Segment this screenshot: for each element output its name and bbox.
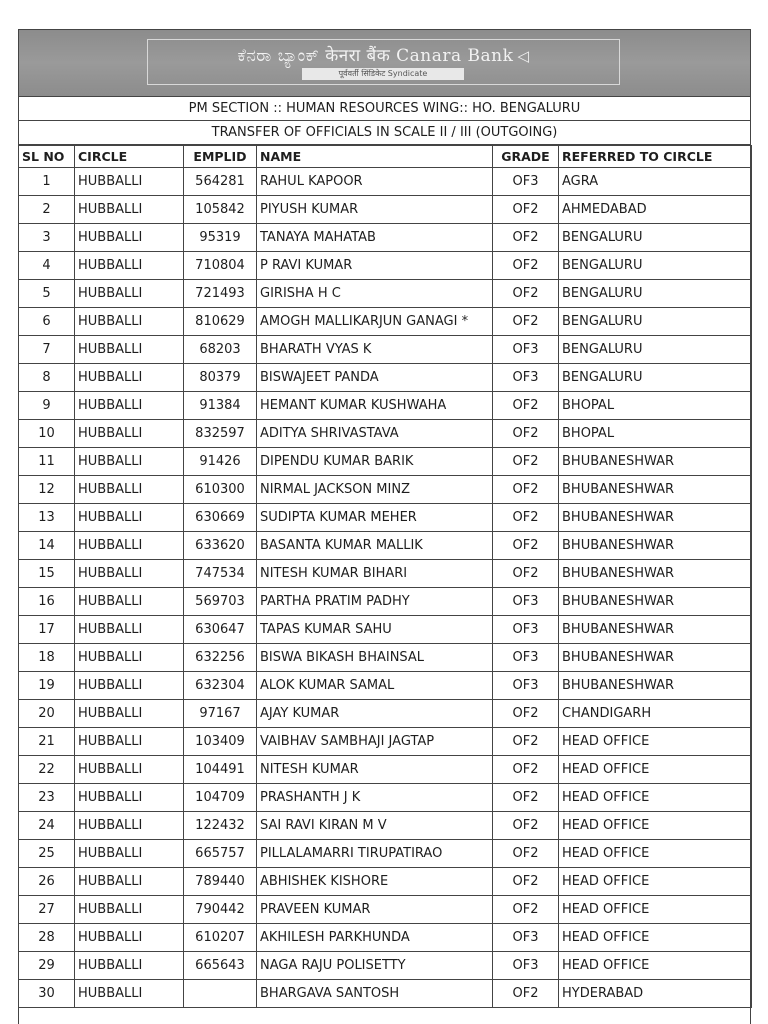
cell-name: AJAY KUMAR	[257, 700, 493, 728]
cell-grade: OF2	[493, 728, 559, 756]
cell-sl-no: 24	[19, 812, 75, 840]
table-row	[19, 392, 752, 420]
cell-emplid: 810629	[184, 308, 257, 336]
table-row	[19, 504, 752, 532]
table-row	[19, 616, 752, 644]
cell-referred-circle: BENGALURU	[559, 252, 752, 280]
cell-sl-no: 29	[19, 952, 75, 980]
cell-grade: OF2	[493, 252, 559, 280]
cell-circle: HUBBALLI	[75, 616, 184, 644]
cell-circle: HUBBALLI	[75, 756, 184, 784]
cell-name: TAPAS KUMAR SAHU	[257, 616, 493, 644]
cell-circle: HUBBALLI	[75, 476, 184, 504]
cell-referred-circle: BHOPAL	[559, 392, 752, 420]
cell-grade: OF2	[493, 280, 559, 308]
cell-grade: OF2	[493, 700, 559, 728]
cell-sl-no: 3	[19, 224, 75, 252]
table-row	[19, 644, 752, 672]
cell-referred-circle: HEAD OFFICE	[559, 812, 752, 840]
table-row	[19, 588, 752, 616]
cell-grade: OF3	[493, 336, 559, 364]
cell-circle: HUBBALLI	[75, 420, 184, 448]
table-row	[19, 784, 752, 812]
cell-sl-no: 23	[19, 784, 75, 812]
cell-name: GIRISHA H C	[257, 280, 493, 308]
table-row	[19, 280, 752, 308]
cell-emplid: 91426	[184, 448, 257, 476]
cell-referred-circle: HEAD OFFICE	[559, 924, 752, 952]
cell-name: AKHILESH PARKHUNDA	[257, 924, 493, 952]
cell-circle: HUBBALLI	[75, 896, 184, 924]
cell-grade: OF2	[493, 476, 559, 504]
table-row	[19, 308, 752, 336]
cell-circle: HUBBALLI	[75, 560, 184, 588]
cell-name: DIPENDU KUMAR BARIK	[257, 448, 493, 476]
cell-sl-no: 12	[19, 476, 75, 504]
cell-name: BASANTA KUMAR MALLIK	[257, 532, 493, 560]
cell-circle: HUBBALLI	[75, 980, 184, 1008]
header-emplid: EMPLID	[184, 146, 257, 168]
cell-grade: OF2	[493, 868, 559, 896]
cell-circle: HUBBALLI	[75, 336, 184, 364]
cell-name: SUDIPTA KUMAR MEHER	[257, 504, 493, 532]
cell-name: PRASHANTH J K	[257, 784, 493, 812]
cell-grade: OF2	[493, 504, 559, 532]
table-row	[19, 812, 752, 840]
cell-circle: HUBBALLI	[75, 672, 184, 700]
cell-sl-no: 28	[19, 924, 75, 952]
table-row	[19, 224, 752, 252]
table-row	[19, 560, 752, 588]
cell-name: ADITYA SHRIVASTAVA	[257, 420, 493, 448]
cell-circle: HUBBALLI	[75, 392, 184, 420]
cell-grade: OF2	[493, 980, 559, 1008]
cell-referred-circle: HEAD OFFICE	[559, 952, 752, 980]
cell-circle: HUBBALLI	[75, 308, 184, 336]
cell-sl-no: 21	[19, 728, 75, 756]
table-row	[19, 336, 752, 364]
cell-circle: HUBBALLI	[75, 196, 184, 224]
table-row	[19, 756, 752, 784]
table-row	[19, 168, 752, 196]
cell-name: NAGA RAJU POLISETTY	[257, 952, 493, 980]
cell-referred-circle: HEAD OFFICE	[559, 840, 752, 868]
cell-name: HEMANT KUMAR KUSHWAHA	[257, 392, 493, 420]
cell-emplid: 721493	[184, 280, 257, 308]
cell-referred-circle: BENGALURU	[559, 364, 752, 392]
cell-referred-circle: BHUBANESHWAR	[559, 476, 752, 504]
cell-sl-no: 20	[19, 700, 75, 728]
cell-circle: HUBBALLI	[75, 868, 184, 896]
cell-referred-circle: AGRA	[559, 168, 752, 196]
cell-emplid: 630647	[184, 616, 257, 644]
cell-emplid: 632304	[184, 672, 257, 700]
cell-circle: HUBBALLI	[75, 728, 184, 756]
cell-name: PILLALAMARRI TIRUPATIRAO	[257, 840, 493, 868]
cell-emplid: 68203	[184, 336, 257, 364]
cell-sl-no: 16	[19, 588, 75, 616]
table-row	[19, 672, 752, 700]
cell-name: PRAVEEN KUMAR	[257, 896, 493, 924]
cell-emplid: 630669	[184, 504, 257, 532]
cell-emplid: 564281	[184, 168, 257, 196]
table-row	[19, 924, 752, 952]
cell-referred-circle: BHUBANESHWAR	[559, 588, 752, 616]
cell-emplid: 103409	[184, 728, 257, 756]
table-row	[19, 476, 752, 504]
cell-circle: HUBBALLI	[75, 252, 184, 280]
table-row	[19, 252, 752, 280]
cell-emplid: 665757	[184, 840, 257, 868]
cell-sl-no: 4	[19, 252, 75, 280]
cell-name: VAIBHAV SAMBHAJI JAGTAP	[257, 728, 493, 756]
cell-emplid: 97167	[184, 700, 257, 728]
cell-sl-no: 10	[19, 420, 75, 448]
document-sheet	[18, 29, 751, 1024]
cell-emplid: 747534	[184, 560, 257, 588]
cell-referred-circle: HEAD OFFICE	[559, 784, 752, 812]
cell-referred-circle: BHUBANESHWAR	[559, 448, 752, 476]
cell-referred-circle: BENGALURU	[559, 308, 752, 336]
cell-referred-circle: BHUBANESHWAR	[559, 560, 752, 588]
cell-name: SAI RAVI KIRAN M V	[257, 812, 493, 840]
cell-sl-no: 14	[19, 532, 75, 560]
cell-emplid: 710804	[184, 252, 257, 280]
cell-grade: OF2	[493, 812, 559, 840]
cell-sl-no: 2	[19, 196, 75, 224]
cell-sl-no: 13	[19, 504, 75, 532]
cell-name: PIYUSH KUMAR	[257, 196, 493, 224]
cell-grade: OF2	[493, 392, 559, 420]
table-row	[19, 532, 752, 560]
cell-name: BHARGAVA SANTOSH	[257, 980, 493, 1008]
cell-referred-circle: BENGALURU	[559, 336, 752, 364]
cell-name: P RAVI KUMAR	[257, 252, 493, 280]
cell-grade: OF3	[493, 952, 559, 980]
table-row	[19, 700, 752, 728]
canara-bank-logo	[147, 39, 620, 85]
logo-text: ಕೆನರಾ ಬ್ಯಾಂಕ್ केनरा बैंक Canara Bank	[237, 46, 514, 66]
cell-emplid: 95319	[184, 224, 257, 252]
cell-emplid: 832597	[184, 420, 257, 448]
table-row	[19, 896, 752, 924]
cell-name: BISWAJEET PANDA	[257, 364, 493, 392]
cell-emplid: 104709	[184, 784, 257, 812]
cell-circle: HUBBALLI	[75, 924, 184, 952]
cell-name: ABHISHEK KISHORE	[257, 868, 493, 896]
cell-emplid: 105842	[184, 196, 257, 224]
cell-circle: HUBBALLI	[75, 532, 184, 560]
cell-circle: HUBBALLI	[75, 700, 184, 728]
cell-emplid: 610300	[184, 476, 257, 504]
cell-sl-no: 11	[19, 448, 75, 476]
cell-circle: HUBBALLI	[75, 840, 184, 868]
cell-grade: OF3	[493, 168, 559, 196]
cell-grade: OF2	[493, 420, 559, 448]
cell-grade: OF2	[493, 896, 559, 924]
cell-grade: OF2	[493, 196, 559, 224]
cell-sl-no: 5	[19, 280, 75, 308]
table-row	[19, 980, 752, 1008]
cell-sl-no: 25	[19, 840, 75, 868]
cell-grade: OF3	[493, 672, 559, 700]
document-subtitle: TRANSFER OF OFFICIALS IN SCALE II / III (OUTGOING)	[19, 121, 750, 145]
cell-referred-circle: HEAD OFFICE	[559, 896, 752, 924]
cell-circle: HUBBALLI	[75, 168, 184, 196]
cell-grade: OF2	[493, 840, 559, 868]
cell-grade: OF2	[493, 308, 559, 336]
section-title: PM SECTION :: HUMAN RESOURCES WING:: HO. BENGALURU	[19, 97, 750, 121]
cell-name: ALOK KUMAR SAMAL	[257, 672, 493, 700]
cell-circle: HUBBALLI	[75, 504, 184, 532]
cell-sl-no: 15	[19, 560, 75, 588]
table-row	[19, 364, 752, 392]
cell-sl-no: 1	[19, 168, 75, 196]
table-row	[19, 196, 752, 224]
table-row	[19, 448, 752, 476]
cell-circle: HUBBALLI	[75, 812, 184, 840]
cell-referred-circle: HEAD OFFICE	[559, 756, 752, 784]
cell-emplid: 104491	[184, 756, 257, 784]
cell-sl-no: 19	[19, 672, 75, 700]
cell-referred-circle: BHUBANESHWAR	[559, 672, 752, 700]
cell-referred-circle: CHANDIGARH	[559, 700, 752, 728]
cell-grade: OF3	[493, 616, 559, 644]
cell-referred-circle: BHUBANESHWAR	[559, 532, 752, 560]
cell-grade: OF2	[493, 560, 559, 588]
cell-emplid	[184, 980, 257, 1008]
cell-emplid: 122432	[184, 812, 257, 840]
cell-grade: OF3	[493, 364, 559, 392]
cell-referred-circle: BHUBANESHWAR	[559, 504, 752, 532]
cell-emplid: 569703	[184, 588, 257, 616]
cell-emplid: 610207	[184, 924, 257, 952]
cell-name: AMOGH MALLIKARJUN GANAGI *	[257, 308, 493, 336]
cell-sl-no: 27	[19, 896, 75, 924]
cell-sl-no: 17	[19, 616, 75, 644]
cell-name: BHARATH VYAS K	[257, 336, 493, 364]
header-name: NAME	[257, 146, 493, 168]
cell-sl-no: 8	[19, 364, 75, 392]
cell-grade: OF3	[493, 588, 559, 616]
cell-circle: HUBBALLI	[75, 448, 184, 476]
table-row	[19, 952, 752, 980]
cell-referred-circle: HEAD OFFICE	[559, 868, 752, 896]
cell-grade: OF2	[493, 224, 559, 252]
table-row	[19, 728, 752, 756]
cell-referred-circle: HEAD OFFICE	[559, 728, 752, 756]
table-row	[19, 868, 752, 896]
cell-sl-no: 26	[19, 868, 75, 896]
table-row	[19, 840, 752, 868]
header-referred-circle: REFERRED TO CIRCLE	[559, 146, 752, 168]
transfer-table	[18, 145, 752, 1008]
cell-referred-circle: BENGALURU	[559, 280, 752, 308]
cell-name: NITESH KUMAR BIHARI	[257, 560, 493, 588]
cell-circle: HUBBALLI	[75, 364, 184, 392]
cell-circle: HUBBALLI	[75, 280, 184, 308]
cell-circle: HUBBALLI	[75, 952, 184, 980]
cell-name: RAHUL KAPOOR	[257, 168, 493, 196]
cell-grade: OF3	[493, 644, 559, 672]
cell-grade: OF2	[493, 448, 559, 476]
cell-grade: OF3	[493, 924, 559, 952]
cell-emplid: 789440	[184, 868, 257, 896]
cell-grade: OF2	[493, 756, 559, 784]
logo-tagline: पूर्ववर्ती सिंडिकेट Syndicate	[302, 68, 464, 80]
table-row	[19, 420, 752, 448]
cell-referred-circle: HYDERABAD	[559, 980, 752, 1008]
cell-circle: HUBBALLI	[75, 588, 184, 616]
cell-sl-no: 30	[19, 980, 75, 1008]
cell-circle: HUBBALLI	[75, 224, 184, 252]
cell-referred-circle: BHUBANESHWAR	[559, 616, 752, 644]
header-grade: GRADE	[493, 146, 559, 168]
cell-referred-circle: BHUBANESHWAR	[559, 644, 752, 672]
cell-sl-no: 7	[19, 336, 75, 364]
header-circle: CIRCLE	[75, 146, 184, 168]
cell-referred-circle: BENGALURU	[559, 224, 752, 252]
cell-name: TANAYA MAHATAB	[257, 224, 493, 252]
cell-emplid: 632256	[184, 644, 257, 672]
cell-circle: HUBBALLI	[75, 784, 184, 812]
table-header-row	[19, 146, 752, 168]
header-sl-no: SL NO	[19, 146, 75, 168]
cell-emplid: 790442	[184, 896, 257, 924]
cell-sl-no: 9	[19, 392, 75, 420]
cell-referred-circle: AHMEDABAD	[559, 196, 752, 224]
bank-letterhead-banner	[19, 30, 750, 97]
triangle-logo-icon: ◁	[517, 47, 530, 65]
cell-circle: HUBBALLI	[75, 644, 184, 672]
cell-emplid: 91384	[184, 392, 257, 420]
cell-sl-no: 18	[19, 644, 75, 672]
cell-sl-no: 22	[19, 756, 75, 784]
cell-referred-circle: BHOPAL	[559, 420, 752, 448]
cell-emplid: 665643	[184, 952, 257, 980]
cell-grade: OF2	[493, 532, 559, 560]
cell-name: NITESH KUMAR	[257, 756, 493, 784]
cell-name: BISWA BIKASH BHAINSAL	[257, 644, 493, 672]
cell-sl-no: 6	[19, 308, 75, 336]
cell-name: PARTHA PRATIM PADHY	[257, 588, 493, 616]
cell-emplid: 633620	[184, 532, 257, 560]
cell-emplid: 80379	[184, 364, 257, 392]
cell-name: NIRMAL JACKSON MINZ	[257, 476, 493, 504]
cell-grade: OF2	[493, 784, 559, 812]
